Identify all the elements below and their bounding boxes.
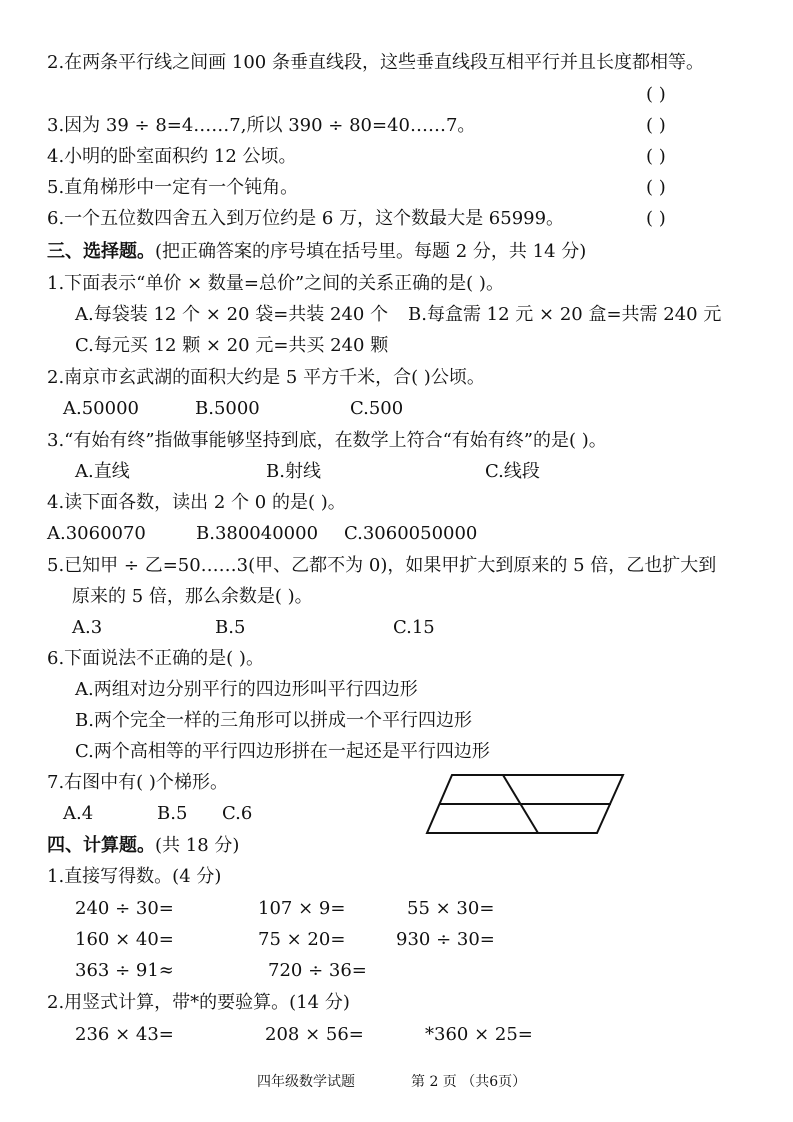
choice-q4-option-b[interactable]: B.380040000 xyxy=(196,523,319,544)
oral-calc-item[interactable]: 240 ÷ 30= xyxy=(75,898,174,919)
oral-calc-item[interactable]: 363 ÷ 91≈ xyxy=(75,960,174,981)
judge-q2-answer-paren[interactable]: ( ) xyxy=(646,84,666,105)
vertical-calc-item[interactable]: *360 × 25= xyxy=(425,1024,533,1045)
oral-calc-item[interactable]: 720 ÷ 36= xyxy=(268,960,367,981)
oral-calc-item[interactable]: 107 × 9= xyxy=(258,898,346,919)
judge-q2-text: 2.在两条平行线之间画 100 条垂直线段，这些垂直线段互相平行并且长度都相等。 xyxy=(47,52,704,73)
choice-q4-option-c[interactable]: C.3060050000 xyxy=(344,523,478,544)
trapezoid-figure xyxy=(425,773,625,835)
choice-q2-text: 2.南京市玄武湖的面积大约是 5 平方千米，合( )公顷。 xyxy=(47,367,485,388)
judge-q3-answer-paren[interactable]: ( ) xyxy=(646,115,666,136)
choice-q3-option-b[interactable]: B.射线 xyxy=(266,461,321,482)
oral-calc-item[interactable]: 75 × 20= xyxy=(258,929,346,950)
choice-q6-option-c[interactable]: C.两个高相等的平行四边形拼在一起还是平行四边形 xyxy=(75,741,490,762)
choice-q1-text: 1.下面表示“单价 × 数量=总价”之间的关系正确的是( )。 xyxy=(47,273,504,294)
choice-q6-option-b[interactable]: B.两个完全一样的三角形可以拼成一个平行四边形 xyxy=(75,710,472,731)
oral-calc-item[interactable]: 930 ÷ 30= xyxy=(396,929,495,950)
judge-q5-text: 5.直角梯形中一定有一个钝角。 xyxy=(47,177,299,198)
judge-q3-text: 3.因为 39 ÷ 8=4……7,所以 390 ÷ 80=40……7。 xyxy=(47,115,476,136)
choice-q1-option-c[interactable]: C.每元买 12 颗 × 20 元=共买 240 颗 xyxy=(75,335,389,356)
oral-calc-item[interactable]: 160 × 40= xyxy=(75,929,174,950)
choice-q6-option-a[interactable]: A.两组对边分别平行的四边形叫平行四边形 xyxy=(75,679,418,700)
choice-q2-option-b[interactable]: B.5000 xyxy=(195,398,260,419)
footer-exam-title: 四年级数学试题 xyxy=(257,1074,355,1090)
judge-q6-text: 6.一个五位数四舍五入到万位约是 6 万，这个数最大是 65999。 xyxy=(47,208,565,229)
choice-q3-option-c[interactable]: C.线段 xyxy=(485,461,540,482)
choice-q7-text: 7.右图中有( )个梯形。 xyxy=(47,772,228,793)
calc-part2-title: 2.用竖式计算，带*的要验算。(14 分) xyxy=(47,992,350,1013)
choice-q1-option-a[interactable]: A.每袋装 12 个 × 20 袋=共装 240 个 xyxy=(75,304,389,325)
choice-q1-option-b[interactable]: B.每盒需 12 元 × 20 盒=共需 240 元 xyxy=(408,304,722,325)
choice-q4-text: 4.读下面各数，读出 2 个 0 的是( )。 xyxy=(47,492,346,513)
vertical-calc-item[interactable]: 236 × 43= xyxy=(75,1024,174,1045)
choice-q5-text-line1: 5.已知甲 ÷ 乙=50……3(甲、乙都不为 0)，如果甲扩大到原来的 5 倍，乙也扩大到 xyxy=(47,555,717,576)
judge-q4-answer-paren[interactable]: ( ) xyxy=(646,146,666,167)
calc-heading-note: (共 18 分) xyxy=(155,835,240,856)
choice-q2-option-a[interactable]: A.50000 xyxy=(63,398,139,419)
calc-heading-title: 四、计算题。 xyxy=(47,835,155,856)
choice-q2-option-c[interactable]: C.500 xyxy=(350,398,404,419)
choice-q5-option-a[interactable]: A.3 xyxy=(72,617,103,638)
footer-page-number: 第 2 页 （共6页） xyxy=(411,1074,527,1090)
choice-q5-option-b[interactable]: B.5 xyxy=(215,617,246,638)
choice-q3-option-a[interactable]: A.直线 xyxy=(75,461,130,482)
choice-q3-text: 3.“有始有终”指做事能够坚持到底，在数学上符合“有始有终”的是( )。 xyxy=(47,430,607,451)
judge-q5-answer-paren[interactable]: ( ) xyxy=(646,177,666,198)
choice-section-heading xyxy=(47,241,586,263)
choice-heading-title: 三、选择题。 xyxy=(47,241,155,262)
calc-part1-title: 1.直接写得数。(4 分) xyxy=(47,866,222,887)
choice-q7-option-b[interactable]: B.5 xyxy=(157,803,188,824)
choice-q7-option-c[interactable]: C.6 xyxy=(222,803,253,824)
choice-q5-text-line2: 原来的 5 倍，那么余数是( )。 xyxy=(72,586,313,607)
choice-heading-note: (把正确答案的序号填在括号里。每题 2 分，共 14 分) xyxy=(155,241,587,262)
choice-q6-text: 6.下面说法不正确的是( )。 xyxy=(47,648,264,669)
oral-calc-item[interactable]: 55 × 30= xyxy=(407,898,495,919)
judge-q4-text: 4.小明的卧室面积约 12 公顷。 xyxy=(47,146,297,167)
calc-section-heading xyxy=(47,835,239,857)
choice-q5-option-c[interactable]: C.15 xyxy=(393,617,435,638)
choice-q7-option-a[interactable]: A.4 xyxy=(63,803,94,824)
judge-q6-answer-paren[interactable]: ( ) xyxy=(646,208,666,229)
vertical-calc-item[interactable]: 208 × 56= xyxy=(265,1024,364,1045)
choice-q4-option-a[interactable]: A.3060070 xyxy=(47,523,146,544)
